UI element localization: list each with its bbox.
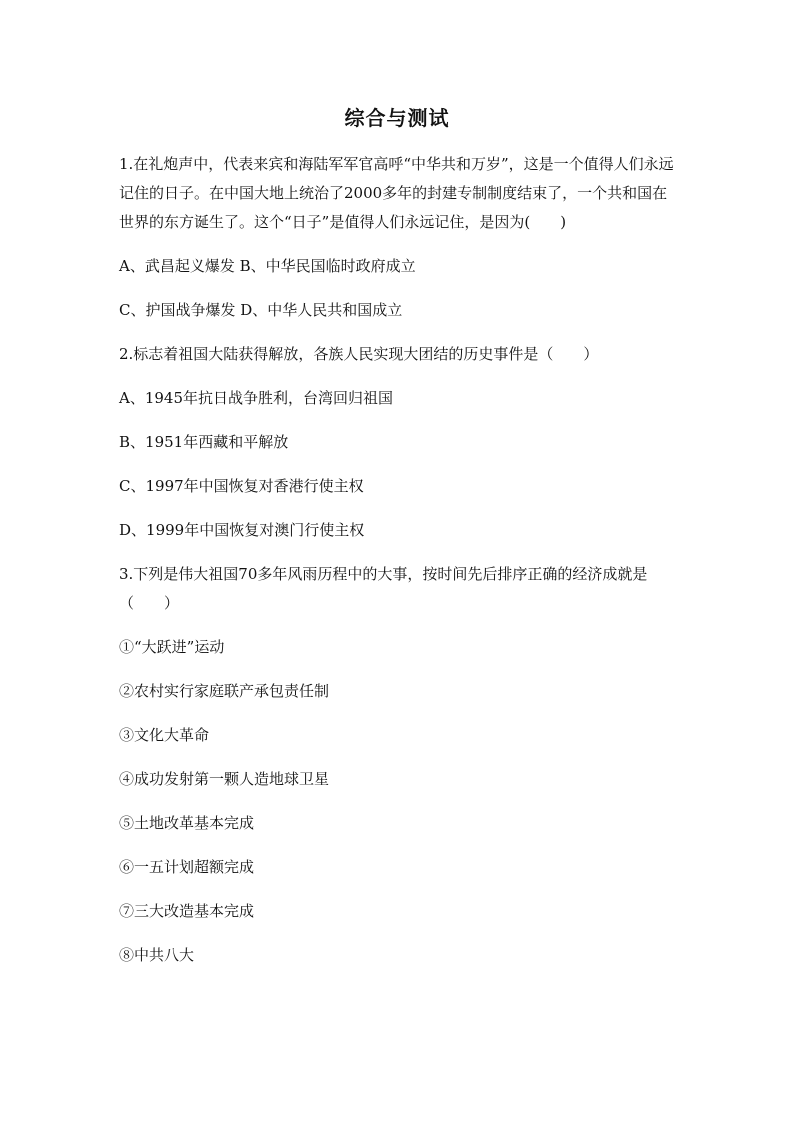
question-1-stem: 1.在礼炮声中，代表来宾和海陆军军官高呼“中华共和万岁”，这是一个值得人们永远记住的日子。在中国大地上统治了2000多年的封建专制制度结束了，一个共和国在世界的东方诞生了。这个“日子”是值得人们永远记住，是因为( ): [119, 155, 674, 231]
question-3-item-1: ①“大跃进”运动: [119, 638, 225, 656]
question-3-item-2: ②农村实行家庭联产承包责任制: [119, 682, 330, 700]
question-3-item-4: ④成功发射第一颗人造地球卫星: [119, 770, 330, 788]
page-title: 综合与测试: [344, 106, 450, 130]
question-3-stem: 3.下列是伟大祖国70多年风雨历程中的大事，按时间先后排序正确的经济成就是（ ）: [119, 565, 648, 612]
question-1-options-cd: C、护国战争爆发 D、中华人民共和国成立: [119, 301, 403, 319]
question-2-option-c: C、1997年中国恢复对香港行使主权: [119, 477, 364, 495]
question-1-options-ab: A、武昌起义爆发 B、中华民国临时政府成立: [119, 257, 416, 275]
question-2-option-d: D、1999年中国恢复对澳门行使主权: [119, 521, 365, 539]
question-2-stem: 2.标志着祖国大陆获得解放，各族人民实现大团结的历史事件是（ ）: [119, 345, 599, 363]
question-content: [119, 150, 679, 970]
question-2-option-a: A、1945年抗日战争胜利，台湾回归祖国: [119, 389, 394, 407]
question-3-item-5: ⑤土地改革基本完成: [119, 814, 255, 832]
question-3-item-8: ⑧中共八大: [119, 946, 195, 964]
question-2-option-b: B、1951年西藏和平解放: [119, 433, 289, 451]
question-3-item-3: ③文化大革命: [119, 726, 210, 744]
question-3-item-7: ⑦三大改造基本完成: [119, 902, 255, 920]
question-3-item-6: ⑥一五计划超额完成: [119, 858, 255, 876]
